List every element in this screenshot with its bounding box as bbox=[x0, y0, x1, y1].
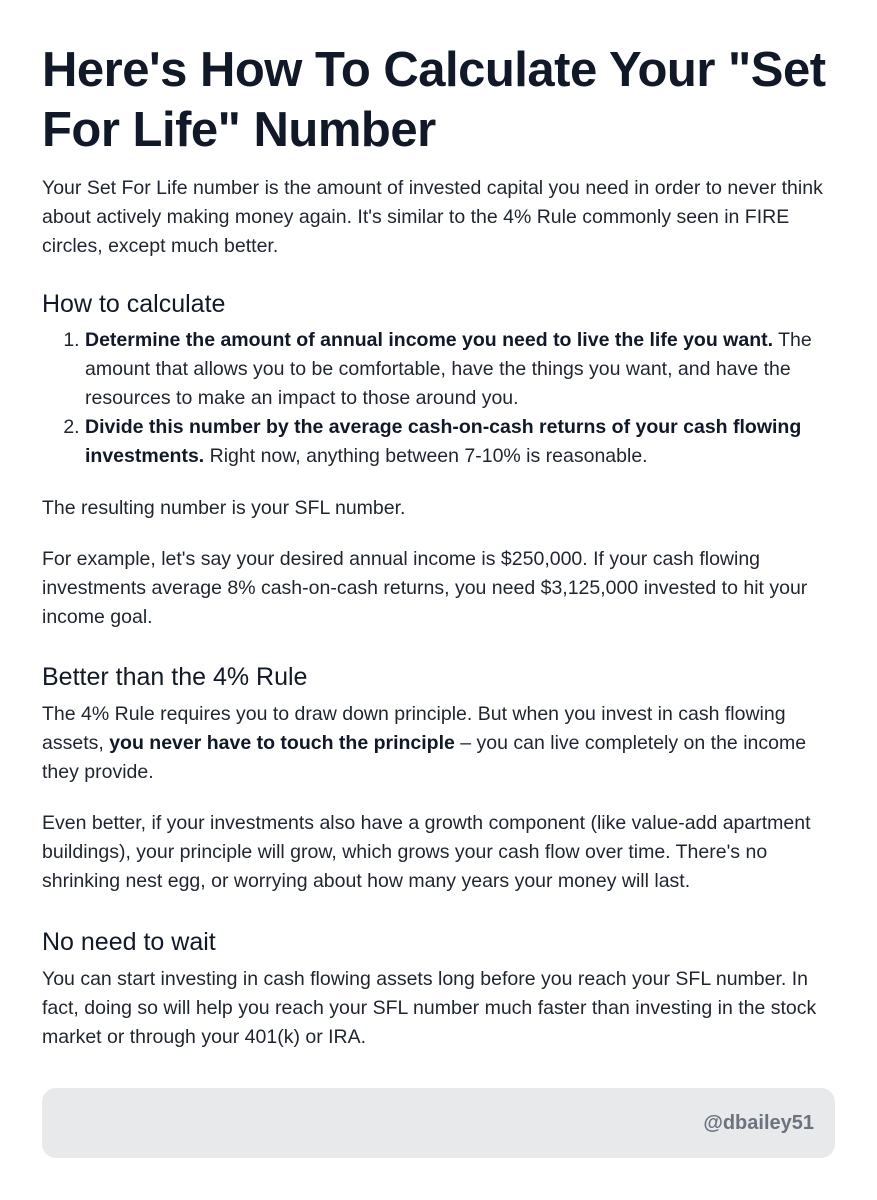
step-text: Right now, anything between 7-10% is reasonable. bbox=[204, 445, 648, 467]
article bbox=[42, 40, 842, 1052]
step-text: The amount that allows you to be comfortable, have the things you want, and have the resources to make an impact to those around you. bbox=[85, 329, 812, 409]
author-handle: @dbailey51 bbox=[703, 1112, 814, 1134]
footer-bar bbox=[42, 1088, 835, 1158]
how-to-calculate-heading: How to calculate bbox=[42, 290, 226, 318]
step-item bbox=[85, 413, 842, 471]
better-heading: Better than the 4% Rule bbox=[42, 663, 308, 691]
better-text-before: The 4% Rule requires you to draw down principle. But when you invest in cash flowing assets, bbox=[42, 703, 786, 754]
better-bold-text: you never have to touch the principle bbox=[109, 732, 455, 754]
wait-paragraph: You can start investing in cash flowing assets long before you reach your SFL number. In fact, doing so will help you reach your SFL number much faster than investing in the stock market or through your 401(k) or IRA. bbox=[42, 968, 817, 1048]
step-bold-text: Divide this number by the average cash-on-cash returns of your cash flowing investments. bbox=[85, 416, 802, 467]
step-item bbox=[85, 326, 842, 413]
better-text-after: – you can live completely on the income they provide. bbox=[42, 732, 807, 783]
step-bold-text: Determine the amount of annual income you need to live the life you want. bbox=[85, 329, 774, 351]
example-paragraph: For example, let's say your desired annual income is $250,000. If your cash flowing investments average 8% cash-on-cash returns, you need $3,125,000 invested to hit your income goal. bbox=[42, 548, 808, 628]
result-paragraph: The resulting number is your SFL number. bbox=[42, 497, 406, 519]
page-title: Here's How To Calculate Your "Set For Life" Number bbox=[42, 43, 826, 157]
intro-paragraph: Your Set For Life number is the amount of invested capital you need in order to never think about actively making money again. It's similar to the 4% Rule commonly seen in FIRE circles, except much better. bbox=[42, 177, 823, 257]
no-need-to-wait-heading: No need to wait bbox=[42, 928, 216, 956]
better-paragraph-1 bbox=[42, 700, 842, 787]
better-paragraph-2: Even better, if your investments also have a growth component (like value-add apartment buildings), your principle will grow, which grows your cash flow over time. There's no shrinking nest egg, or worrying about how many years your money will last. bbox=[42, 812, 811, 892]
steps-list bbox=[42, 326, 842, 471]
